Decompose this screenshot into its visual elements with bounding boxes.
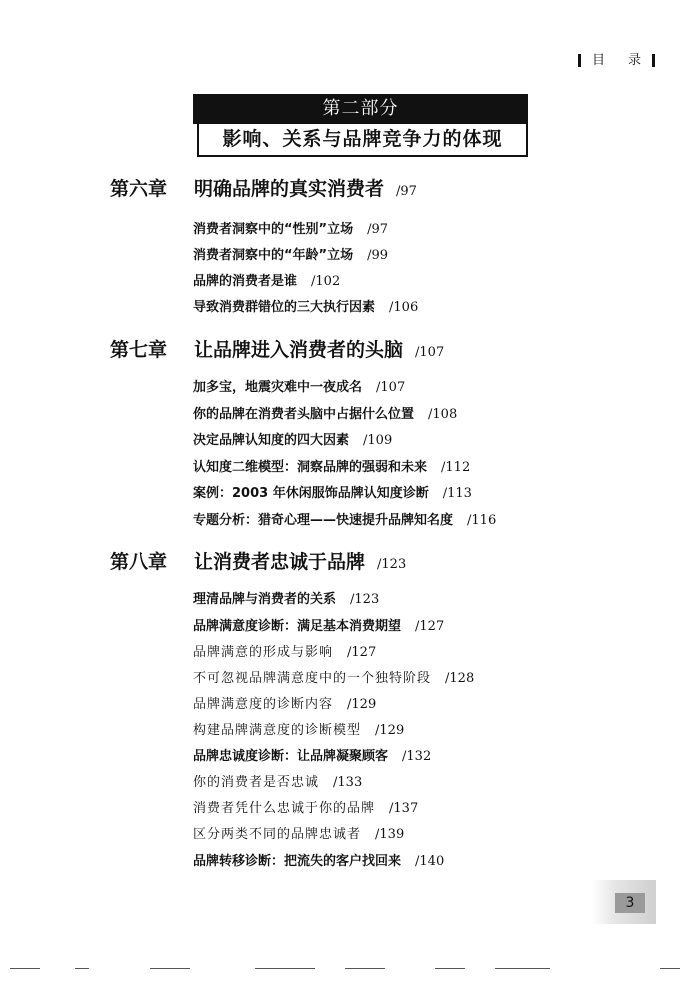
toc-entry-text: 决定品牌认知度的四大因素 <box>193 433 350 448</box>
toc-entry-text: 你的品牌在消费者头脑中占据什么位置 <box>193 407 415 422</box>
scan-artifact <box>660 968 680 969</box>
toc-entry-text: 构建品牌满意度的诊断模型 <box>193 723 362 738</box>
toc-entry-page: /140 <box>415 854 445 869</box>
scan-artifact <box>150 968 190 969</box>
chapter-title-wrap <box>194 174 417 207</box>
toc-entry[interactable] <box>193 404 457 426</box>
chapter-label: 第六章 <box>110 178 168 200</box>
toc-entry-text: 认知度二维模型：洞察品牌的强弱和未来 <box>193 460 428 475</box>
toc-entry[interactable] <box>193 245 388 267</box>
scan-artifact <box>345 968 385 969</box>
running-head-right-char: 录 <box>628 53 642 68</box>
part-title: 第二部分 <box>193 94 528 124</box>
toc-entry[interactable] <box>193 824 404 846</box>
toc-entry-page: /123 <box>350 592 380 607</box>
scan-artifact <box>435 968 465 969</box>
toc-entry-page: /106 <box>389 300 419 315</box>
toc-entry-text: 品牌的消费者是谁 <box>193 274 298 289</box>
chapter-label: 第七章 <box>110 339 168 361</box>
chapter-title: 让消费者忠诚于品牌 <box>194 551 366 573</box>
toc-entry-text: 品牌忠诚度诊断：让品牌凝聚顾客 <box>193 749 389 764</box>
toc-entry-page: /137 <box>389 801 419 816</box>
part-banner <box>193 94 528 157</box>
toc-entry-text: 专题分析：猎奇心理——快速提升品牌知名度 <box>193 513 454 528</box>
toc-entry-page: /129 <box>375 723 405 738</box>
toc-entry[interactable] <box>193 668 474 690</box>
toc-entry-text: 消费者凭什么忠诚于你的品牌 <box>193 801 376 816</box>
chapter-title-wrap <box>194 335 444 368</box>
scan-artifact <box>255 968 315 969</box>
toc-entry-page: /129 <box>347 697 377 712</box>
toc-entry-text: 品牌满意度诊断：满足基本消费期望 <box>193 619 402 634</box>
toc-entry[interactable] <box>193 772 362 794</box>
toc-entry-text: 消费者洞察中的“年龄”立场 <box>193 248 354 263</box>
toc-entry[interactable] <box>193 746 431 768</box>
scan-artifact <box>10 968 40 969</box>
toc-entry-page: /97 <box>367 222 389 237</box>
toc-entry-text: 导致消费群错位的三大执行因素 <box>193 300 376 315</box>
chapter-page: /107 <box>415 345 445 360</box>
toc-entry-page: /102 <box>311 274 341 289</box>
toc-entry[interactable] <box>193 483 472 505</box>
chapter-title: 明确品牌的真实消费者 <box>194 178 385 200</box>
toc-entry[interactable] <box>193 219 388 241</box>
scan-artifact <box>495 968 550 969</box>
toc-entry-page: /132 <box>402 749 432 764</box>
toc-entry-text: 品牌满意度的诊断内容 <box>193 697 334 712</box>
toc-entry[interactable] <box>193 851 444 873</box>
toc-entry-text: 品牌转移诊断：把流失的客户找回来 <box>193 854 402 869</box>
toc-entry-page: /99 <box>367 248 389 263</box>
running-head <box>578 50 658 72</box>
chapter-title-wrap <box>194 547 406 580</box>
running-head-left-char: 目 <box>592 53 606 68</box>
chapter-title: 让品牌进入消费者的头脑 <box>194 339 404 361</box>
toc-entry[interactable] <box>193 720 404 742</box>
toc-entry-text: 案例：2003 年休闲服饰品牌认知度诊断 <box>193 486 429 501</box>
toc-entry-page: /139 <box>375 827 405 842</box>
toc-entry[interactable] <box>193 457 470 479</box>
toc-entry-text: 消费者洞察中的“性别”立场 <box>193 222 354 237</box>
toc-entry-text: 加多宝，地震灾难中一夜成名 <box>193 380 363 395</box>
toc-entry-text: 你的消费者是否忠诚 <box>193 775 320 790</box>
chapter-page: /123 <box>377 557 407 572</box>
toc-entry[interactable] <box>193 271 340 293</box>
chapter-page: /97 <box>396 184 417 199</box>
toc-entry[interactable] <box>193 430 392 452</box>
scan-artifact <box>75 968 89 969</box>
toc-entry-page: /116 <box>467 513 497 528</box>
toc-entry-page: /108 <box>428 407 458 422</box>
part-subtitle: 影响、关系与品牌竞争力的体现 <box>197 124 528 157</box>
toc-entry-page: /133 <box>333 775 363 790</box>
toc-entry-text: 不可忽视品牌满意度中的一个独特阶段 <box>193 671 432 686</box>
running-head-bar-left <box>578 54 581 67</box>
toc-entry[interactable] <box>193 694 376 716</box>
toc-entry-page: /127 <box>347 645 377 660</box>
toc-entry-page: /109 <box>363 433 393 448</box>
toc-entry-text: 理清品牌与消费者的关系 <box>193 592 337 607</box>
toc-entry[interactable] <box>193 616 444 638</box>
toc-entry[interactable] <box>193 510 496 532</box>
toc-entry-page: /107 <box>376 380 406 395</box>
toc-entry-text: 品牌满意的形成与影响 <box>193 645 334 660</box>
toc-entry[interactable] <box>193 297 418 319</box>
toc-entry-text: 区分两类不同的品牌忠诚者 <box>193 827 362 842</box>
toc-entry[interactable] <box>193 589 379 611</box>
toc-entry[interactable] <box>193 798 418 820</box>
running-head-bar-right <box>652 54 655 67</box>
toc-entry[interactable] <box>193 377 405 399</box>
page-number: 3 <box>615 893 645 913</box>
toc-entry[interactable] <box>193 642 376 664</box>
toc-entry-page: /127 <box>415 619 445 634</box>
toc-entry-page: /113 <box>442 486 472 501</box>
toc-entry-page: /128 <box>445 671 475 686</box>
chapter-label: 第八章 <box>110 551 168 573</box>
toc-entry-page: /112 <box>441 460 471 475</box>
